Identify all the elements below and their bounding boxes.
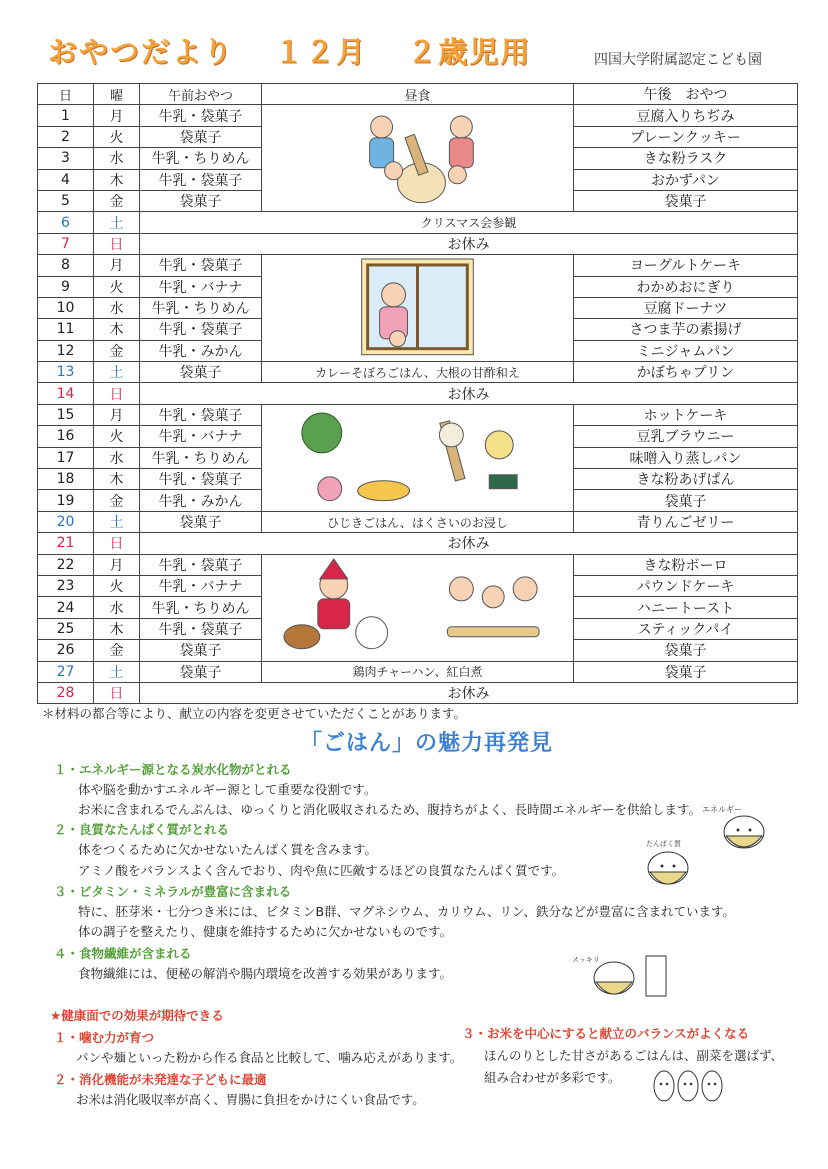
health-2-heading: ２・消化機能が未発達な子どもに最適 — [54, 1072, 267, 1087]
lunch-illustration-cleaning — [262, 255, 574, 362]
pm-snack-cell: ハニートースト — [574, 597, 798, 618]
pm-snack-cell: パウンドケーキ — [574, 575, 798, 596]
health-3-text: 組み合わせが多彩です。 — [484, 1070, 621, 1085]
lunch-cell: ひじきごはん、はくさいのお浸し — [262, 511, 574, 532]
christmas-illustration — [262, 555, 573, 659]
pm-snack-cell: 袋菓子 — [574, 661, 798, 682]
am-snack-cell: 牛乳・バナナ — [140, 575, 262, 596]
pm-snack-cell: おかずパン — [574, 169, 798, 190]
day-cell: 16 — [38, 426, 94, 447]
day-cell: 8 — [38, 255, 94, 276]
table-header-row — [38, 84, 798, 105]
pm-snack-cell: 袋菓子 — [574, 490, 798, 511]
weekday-cell: 火 — [94, 126, 140, 147]
pm-snack-cell: きな粉ラスク — [574, 148, 798, 169]
table-row — [38, 533, 798, 554]
day-cell: 17 — [38, 447, 94, 468]
lunch-cell: 鶏肉チャーハン、紅白煮 — [262, 661, 574, 682]
table-row — [38, 661, 798, 682]
am-snack-cell: 牛乳・袋菓子 — [140, 554, 262, 575]
weekday-cell: 火 — [94, 276, 140, 297]
rice-mascot-fiber-icon — [568, 948, 672, 1008]
table-row — [38, 233, 798, 254]
day-cell: 13 — [38, 362, 94, 383]
health-2-text: お米は消化吸収率が高く、胃腸に負担をかけにくい食品です。 — [76, 1092, 425, 1107]
day-cell: 15 — [38, 404, 94, 425]
health-1-text: パンや麺といった粉から作る食品と比較して、噛み応えがあります。 — [76, 1050, 463, 1065]
window-cleaning-illustration — [262, 255, 573, 359]
weekday-cell: 水 — [94, 447, 140, 468]
pm-snack-cell: わかめおにぎり — [574, 276, 798, 297]
day-cell: 27 — [38, 661, 94, 682]
col-am-snack: 午前おやつ — [140, 84, 262, 105]
pm-snack-cell: ヨーグルトケーキ — [574, 255, 798, 276]
weekday-cell: 土 — [94, 661, 140, 682]
weekday-cell: 月 — [94, 404, 140, 425]
winter-food-illustration — [262, 405, 573, 509]
point-3-heading: ３・ビタミン・ミネラルが豊富に含まれる — [54, 884, 292, 899]
am-snack-cell: 牛乳・みかん — [140, 340, 262, 361]
pm-snack-cell: 青りんごゼリー — [574, 511, 798, 532]
rice-mascot-protein-icon — [628, 836, 708, 898]
weekday-cell: 木 — [94, 618, 140, 639]
am-snack-cell: 牛乳・ちりめん — [140, 148, 262, 169]
rice-grains-icon — [650, 1062, 740, 1110]
day-cell: 12 — [38, 340, 94, 361]
holiday-cell: お休み — [140, 682, 798, 703]
pm-snack-cell: きな粉あげぱん — [574, 469, 798, 490]
doodle-label-refresh: スッキリ — [572, 956, 600, 964]
holiday-cell: お休み — [140, 383, 798, 404]
change-notice: ＊材料の都合等により、献立の内容を変更させていただくことがあります。 — [42, 706, 467, 721]
weekday-cell: 火 — [94, 575, 140, 596]
holiday-cell: お休み — [140, 533, 798, 554]
day-cell: 10 — [38, 297, 94, 318]
table-row — [38, 105, 798, 126]
day-cell: 14 — [38, 383, 94, 404]
health-1-heading: １・噛む力が育つ — [54, 1030, 155, 1045]
am-snack-cell: 牛乳・ちりめん — [140, 297, 262, 318]
title-main: おやつだより — [48, 35, 235, 69]
weekday-cell: 水 — [94, 297, 140, 318]
table-row — [38, 511, 798, 532]
day-cell: 26 — [38, 640, 94, 661]
day-cell: 23 — [38, 575, 94, 596]
day-cell: 3 — [38, 148, 94, 169]
point-2-text: 体をつくるために欠かせないたんぱく質を含みます。 — [78, 842, 378, 857]
day-cell: 7 — [38, 233, 94, 254]
point-2-heading: ２・良質なたんぱく質がとれる — [54, 822, 230, 837]
pm-snack-cell: 豆乳ブラウニー — [574, 426, 798, 447]
day-cell: 24 — [38, 597, 94, 618]
col-weekday: 曜 — [94, 84, 140, 105]
day-cell: 20 — [38, 511, 94, 532]
lunch-illustration-mochi — [262, 105, 574, 212]
weekday-cell: 日 — [94, 682, 140, 703]
section-title: 「ごはん」の魅力再発見 — [300, 731, 554, 756]
weekday-cell: 月 — [94, 255, 140, 276]
am-snack-cell: 牛乳・みかん — [140, 490, 262, 511]
am-snack-cell: 袋菓子 — [140, 126, 262, 147]
mochi-pounding-illustration — [262, 105, 573, 209]
table-row — [38, 404, 798, 425]
weekday-cell: 水 — [94, 597, 140, 618]
doodle-label-energy: エネルギー — [702, 805, 742, 814]
col-day: 日 — [38, 84, 94, 105]
doodle-label-protein: たんぱく質 — [646, 840, 681, 848]
health-3-heading: ３・お米を中心にすると献立のバランスがよくなる — [462, 1026, 750, 1041]
am-snack-cell: 牛乳・バナナ — [140, 276, 262, 297]
weekday-cell: 水 — [94, 148, 140, 169]
day-cell: 9 — [38, 276, 94, 297]
point-3-text: 体の調子を整えたり、健康を維持するために欠かせないものです。 — [78, 924, 453, 939]
pm-snack-cell: 袋菓子 — [574, 640, 798, 661]
weekday-cell: 月 — [94, 105, 140, 126]
table-row — [38, 383, 798, 404]
am-snack-cell: 袋菓子 — [140, 511, 262, 532]
am-snack-cell: 牛乳・袋菓子 — [140, 169, 262, 190]
table-row — [38, 682, 798, 703]
weekday-cell: 月 — [94, 554, 140, 575]
am-snack-cell: 牛乳・ちりめん — [140, 597, 262, 618]
day-cell: 28 — [38, 682, 94, 703]
weekday-cell: 木 — [94, 319, 140, 340]
title-month: １２月 — [274, 35, 368, 69]
weekday-cell: 金 — [94, 340, 140, 361]
day-cell: 2 — [38, 126, 94, 147]
pm-snack-cell: スティックパイ — [574, 618, 798, 639]
weekday-cell: 金 — [94, 640, 140, 661]
health-title: ★健康面での効果が期待できる — [50, 1008, 224, 1023]
am-snack-cell: 牛乳・袋菓子 — [140, 618, 262, 639]
rice-mascot-energy-icon — [700, 800, 790, 860]
lunch-illustration-christmas — [262, 554, 574, 661]
weekday-cell: 土 — [94, 362, 140, 383]
col-pm-snack: 午後 おやつ — [574, 84, 798, 105]
am-snack-cell: 袋菓子 — [140, 190, 262, 211]
pm-snack-cell: きな粉ボーロ — [574, 554, 798, 575]
weekday-cell: 火 — [94, 426, 140, 447]
day-cell: 19 — [38, 490, 94, 511]
am-snack-cell: 牛乳・袋菓子 — [140, 319, 262, 340]
weekday-cell: 金 — [94, 190, 140, 211]
weekday-cell: 金 — [94, 490, 140, 511]
am-snack-cell: 牛乳・袋菓子 — [140, 404, 262, 425]
health-3-text: ほんのりとした甘さがあるごはんは、副菜を選ばず、 — [484, 1048, 784, 1063]
day-cell: 11 — [38, 319, 94, 340]
am-snack-cell: 袋菓子 — [140, 362, 262, 383]
point-4-text: 食物繊維には、便秘の解消や腸内環境を改善する効果があります。 — [78, 966, 453, 981]
am-snack-cell: 牛乳・ちりめん — [140, 447, 262, 468]
am-snack-cell: 牛乳・袋菓子 — [140, 469, 262, 490]
holiday-cell: お休み — [140, 233, 798, 254]
table-row — [38, 554, 798, 575]
pm-snack-cell: かぼちゃプリン — [574, 362, 798, 383]
pm-snack-cell: 豆腐入りちぢみ — [574, 105, 798, 126]
am-snack-cell: 袋菓子 — [140, 661, 262, 682]
day-cell: 1 — [38, 105, 94, 126]
pm-snack-cell: ホットケーキ — [574, 404, 798, 425]
weekday-cell: 土 — [94, 511, 140, 532]
pm-snack-cell: さつま芋の素揚げ — [574, 319, 798, 340]
pm-snack-cell: 袋菓子 — [574, 190, 798, 211]
pm-snack-cell: 豆腐ドーナツ — [574, 297, 798, 318]
weekday-cell: 日 — [94, 233, 140, 254]
pm-snack-cell: プレーンクッキー — [574, 126, 798, 147]
day-cell: 25 — [38, 618, 94, 639]
am-snack-cell: 袋菓子 — [140, 640, 262, 661]
day-cell: 22 — [38, 554, 94, 575]
point-4-heading: ４・食物繊維が含まれる — [54, 946, 192, 961]
weekday-cell: 土 — [94, 212, 140, 233]
lunch-illustration-winter-food — [262, 404, 574, 511]
table-row — [38, 255, 798, 276]
table-row — [38, 212, 798, 233]
day-cell: 21 — [38, 533, 94, 554]
point-3-text: 特に、胚芽米・七分つき米には、ビタミンB群、マグネシウム、カリウム、リン、鉄分などが豊富に含まれています。 — [78, 904, 735, 919]
pm-snack-cell: 味噌入り蒸しパン — [574, 447, 798, 468]
point-1-heading: １・エネルギー源となる炭水化物がとれる — [54, 762, 292, 777]
lunch-cell: カレーそぼろごはん、大根の甘酢和え — [262, 362, 574, 383]
event-cell: クリスマス会参観 — [140, 212, 798, 233]
weekday-cell: 木 — [94, 469, 140, 490]
am-snack-cell: 牛乳・バナナ — [140, 426, 262, 447]
day-cell: 5 — [38, 190, 94, 211]
day-cell: 6 — [38, 212, 94, 233]
am-snack-cell: 牛乳・袋菓子 — [140, 105, 262, 126]
col-lunch: 昼食 — [262, 84, 574, 105]
table-row — [38, 362, 798, 383]
point-2-text: アミノ酸をバランスよく含んでおり、肉や魚に匹敵するほどの良質なたんぱく質です。 — [78, 863, 565, 878]
point-1-text: お米に含まれるでんぷんは、ゆっくりと消化吸収されるため、腹持ちがよく、長時間エネルギーを供給します。 — [78, 802, 702, 817]
page-title — [48, 30, 559, 71]
title-age: ２歳児用 — [407, 35, 532, 69]
day-cell: 4 — [38, 169, 94, 190]
weekday-cell: 日 — [94, 533, 140, 554]
day-cell: 18 — [38, 469, 94, 490]
am-snack-cell: 牛乳・袋菓子 — [140, 255, 262, 276]
school-name: 四国大学附属認定こども園 — [594, 52, 762, 68]
weekday-cell: 木 — [94, 169, 140, 190]
snack-menu-table — [37, 83, 798, 704]
weekday-cell: 日 — [94, 383, 140, 404]
pm-snack-cell: ミニジャムパン — [574, 340, 798, 361]
point-1-text: 体や脳を動かすエネルギー源として重要な役割です。 — [78, 782, 377, 797]
